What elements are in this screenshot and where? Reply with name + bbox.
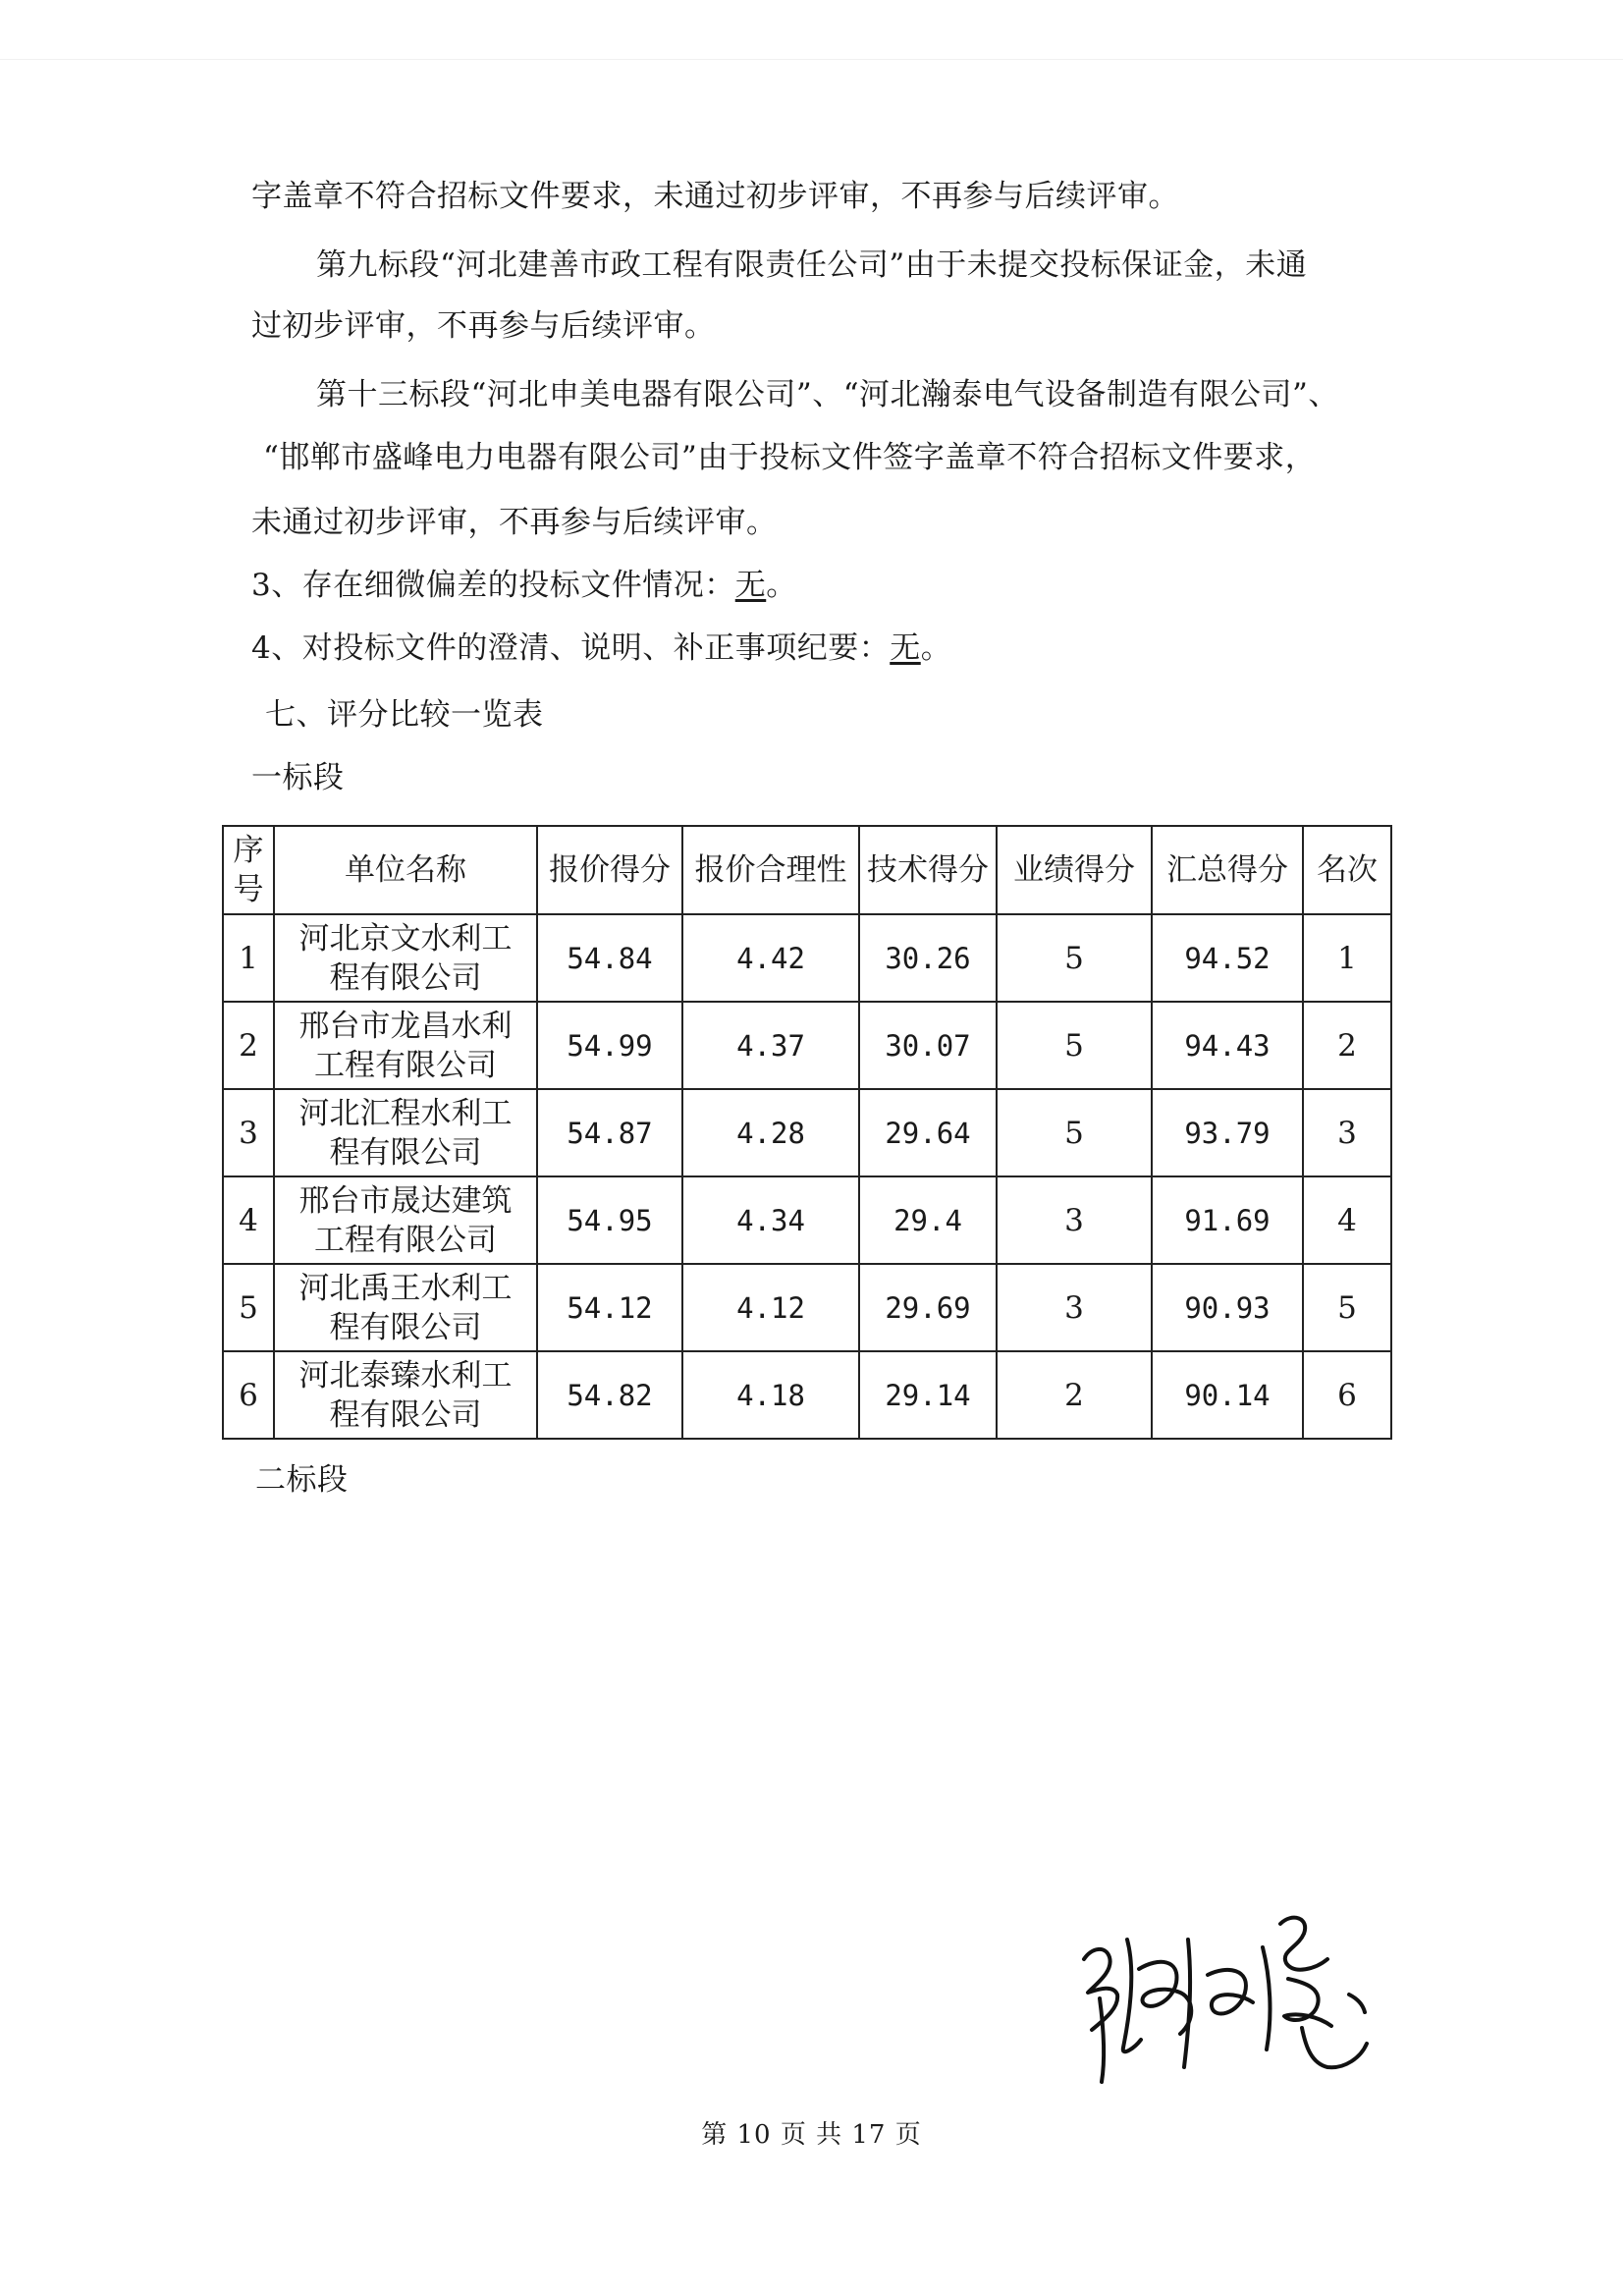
- cell-seq: 2: [223, 1002, 274, 1089]
- cell-tech: 29.64: [859, 1089, 997, 1176]
- cell-company: 河北京文水利工 程有限公司: [274, 914, 537, 1002]
- cell-quote: 54.84: [537, 914, 682, 1002]
- item-4-value: 无: [890, 630, 921, 666]
- table-row: [223, 1264, 1391, 1351]
- cell-quote: 54.82: [537, 1351, 682, 1439]
- cell-reasonable: 4.42: [682, 914, 859, 1002]
- cell-tech: 29.4: [859, 1176, 997, 1264]
- cell-reasonable: 4.18: [682, 1351, 859, 1439]
- cell-seq: 1: [223, 914, 274, 1002]
- item-3-suffix: 。: [766, 568, 797, 603]
- cell-rank: 4: [1303, 1176, 1391, 1264]
- cell-total: 90.93: [1152, 1264, 1303, 1351]
- paragraph-line-6: 未通过初步评审，不再参与后续评审。: [251, 505, 778, 540]
- cell-reasonable: 4.37: [682, 1002, 859, 1089]
- cell-total: 94.43: [1152, 1002, 1303, 1089]
- cell-rank: 6: [1303, 1351, 1391, 1439]
- table-row: [223, 1002, 1391, 1089]
- cell-rank: 1: [1303, 914, 1391, 1002]
- table-row: [223, 1176, 1391, 1264]
- score-table: [222, 825, 1392, 1440]
- cell-company: 河北禹王水利工 程有限公司: [274, 1264, 537, 1351]
- table-row: [223, 1351, 1391, 1439]
- cell-seq: 6: [223, 1351, 274, 1439]
- header-performance: 业绩得分: [997, 826, 1152, 914]
- section-2-label: 二标段: [255, 1462, 349, 1498]
- item-3-line: [251, 566, 797, 605]
- paragraph-line-4: 第十三标段“河北申美电器有限公司”、“河北瀚泰电气设备制造有限公司”、: [316, 377, 1339, 412]
- page-top-edge: [0, 0, 1623, 60]
- cell-reasonable: 4.28: [682, 1089, 859, 1176]
- header-rank: 名次: [1303, 826, 1391, 914]
- header-seq: 序 号: [223, 826, 274, 914]
- item-4-prefix: 4、对投标文件的澄清、说明、补正事项纪要：: [251, 630, 891, 666]
- cell-company: 河北泰臻水利工 程有限公司: [274, 1351, 537, 1439]
- table-row: [223, 1089, 1391, 1176]
- paragraph-line-3: 过初步评审，不再参与后续评审。: [251, 308, 716, 344]
- handwritten-signature: [1070, 1900, 1384, 2097]
- cell-tech: 29.69: [859, 1264, 997, 1351]
- item-3-prefix: 3、存在细微偏差的投标文件情况：: [251, 568, 735, 603]
- cell-total: 91.69: [1152, 1176, 1303, 1264]
- cell-total: 90.14: [1152, 1351, 1303, 1439]
- cell-reasonable: 4.12: [682, 1264, 859, 1351]
- item-4-suffix: 。: [920, 630, 952, 666]
- table-row: [223, 914, 1391, 1002]
- cell-company: 邢台市龙昌水利 工程有限公司: [274, 1002, 537, 1089]
- cell-quote: 54.95: [537, 1176, 682, 1264]
- section-title: 七、评分比较一览表: [265, 697, 544, 733]
- cell-seq: 4: [223, 1176, 274, 1264]
- cell-tech: 30.07: [859, 1002, 997, 1089]
- cell-company: 邢台市晟达建筑 工程有限公司: [274, 1176, 537, 1264]
- cell-total: 94.52: [1152, 914, 1303, 1002]
- cell-rank: 2: [1303, 1002, 1391, 1089]
- cell-seq: 5: [223, 1264, 274, 1351]
- paragraph-line-1: 字盖章不符合招标文件要求，未通过初步评审，不再参与后续评审。: [251, 179, 1179, 214]
- cell-performance: 5: [997, 1002, 1152, 1089]
- paragraph-line-2: 第九标段“河北建善市政工程有限责任公司”由于未提交投标保证金，未通: [316, 247, 1308, 283]
- cell-quote: 54.12: [537, 1264, 682, 1351]
- cell-quote: 54.87: [537, 1089, 682, 1176]
- header-quote: 报价得分: [537, 826, 682, 914]
- page-footer: 第 10 页 共 17 页: [701, 2120, 922, 2150]
- cell-performance: 5: [997, 914, 1152, 1002]
- table-header-row: [223, 826, 1391, 914]
- item-4-line: [251, 629, 951, 668]
- cell-tech: 30.26: [859, 914, 997, 1002]
- cell-seq: 3: [223, 1089, 274, 1176]
- cell-rank: 5: [1303, 1264, 1391, 1351]
- cell-performance: 5: [997, 1089, 1152, 1176]
- header-name: 单位名称: [274, 826, 537, 914]
- cell-reasonable: 4.34: [682, 1176, 859, 1264]
- cell-tech: 29.14: [859, 1351, 997, 1439]
- header-tech: 技术得分: [859, 826, 997, 914]
- cell-quote: 54.99: [537, 1002, 682, 1089]
- item-3-value: 无: [734, 568, 767, 603]
- header-reasonable: 报价合理性: [682, 826, 859, 914]
- section-1-label: 一标段: [251, 760, 345, 795]
- cell-company: 河北汇程水利工 程有限公司: [274, 1089, 537, 1176]
- cell-performance: 3: [997, 1176, 1152, 1264]
- cell-rank: 3: [1303, 1089, 1391, 1176]
- cell-performance: 3: [997, 1264, 1152, 1351]
- header-total: 汇总得分: [1152, 826, 1303, 914]
- paragraph-line-5: “邯郸市盛峰电力电器有限公司”由于投标文件签字盖章不符合招标文件要求，: [263, 440, 1317, 475]
- cell-total: 93.79: [1152, 1089, 1303, 1176]
- cell-performance: 2: [997, 1351, 1152, 1439]
